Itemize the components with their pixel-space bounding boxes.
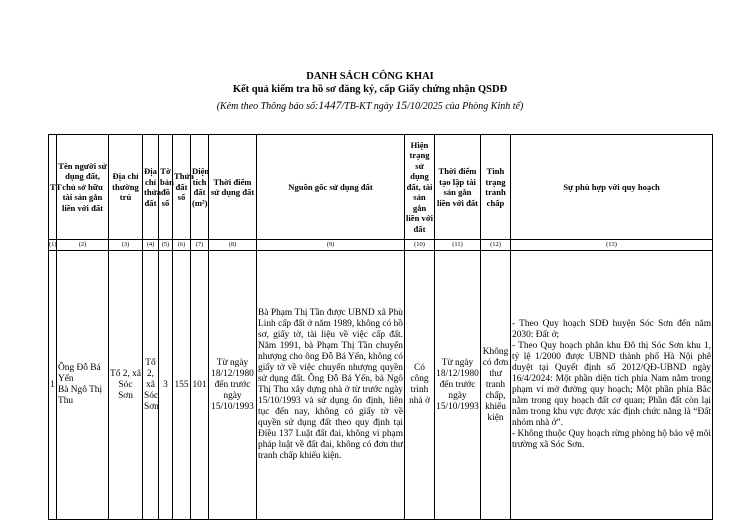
header-row (49, 135, 713, 240)
notice-day: 15 (395, 100, 408, 112)
column-number: (12) (481, 240, 511, 251)
header-dispute: Tình trạng tranh chấp (481, 135, 511, 240)
planning-item: - Theo Quy hoạch phân khu Đô thị Sóc Sơn khu 1, tỷ lệ 1/2000 được UBND thành phố Hà Nội phê duyệt tại Quyết định số 2012/QĐ-UBND ngày 16/4/2024: Một phần diện tích phía Nam nằm trong phạm vi mở đường quy hoạch; Một phần phía Bắc nằm trong quy hoạch đất cơ quan; Phần đất còn lại nằm trong khu vực được xác định chức năng là “Đất nhóm nhà ở”. (512, 341, 711, 428)
cell-owner (57, 251, 109, 520)
header-area: Diện tích đất (m²) (191, 135, 209, 240)
cell-parcel-address: Tổ 2, xã Sóc Sơn (143, 251, 159, 520)
cell-dispute: Không có đơn thư tranh chấp, khiếu kiện (481, 251, 511, 520)
column-number: (4) (143, 240, 159, 251)
cell-parcel-no: 155 (173, 251, 191, 520)
notice-reference (0, 98, 740, 115)
cell-map-sheet: 3 (159, 251, 173, 520)
header-land-use-time: Thời điểm sử dụng đất (209, 135, 257, 240)
header-owner: Tên người sử dụng đất, chủ sở hữu tài sản gắn liền với đất (57, 135, 109, 240)
owner-line-1: Ông Đỗ Bá Yến (58, 363, 101, 384)
column-number: (2) (57, 240, 109, 251)
header-asset-time: Thời điểm tạo lập tài sản gắn liền với đất (435, 135, 481, 240)
cell-planning (511, 251, 713, 520)
document-subtitle: Kết quả kiểm tra hồ sơ đăng ký, cấp Giấy chứng nhận QSDĐ (232, 84, 508, 95)
column-number-row (49, 240, 713, 251)
header-planning: Sự phù hợp với quy hoạch (511, 135, 713, 240)
header-tt: TT (49, 135, 57, 240)
table-row (49, 251, 713, 520)
notice-middle: /TB-KT ngày (341, 101, 394, 112)
header-map-sheet: Tờ bản đồ số (159, 135, 173, 240)
planning-item: - Không thuộc Quy hoạch rừng phòng hộ bảo vệ môi trường xã Sóc Sơn. (512, 429, 711, 450)
header-origin: Nguồn gốc sử dụng đất (257, 135, 405, 240)
cell-asset-time: Từ ngày 18/12/1980 đến trước ngày 15/10/1993 (435, 251, 481, 520)
header-parcel-no: Thửa đất số (173, 135, 191, 240)
document-title: DANH SÁCH CÔNG KHAI (306, 71, 434, 82)
cell-residence: Tổ 2, xã Sóc Sơn (109, 251, 143, 520)
cell-current-status: Có công trình nhà ở (405, 251, 435, 520)
planning-item: - Theo Quy hoạch SDĐ huyện Sóc Sơn đến năm 2030: Đất ở; (512, 319, 711, 340)
column-number: (5) (159, 240, 173, 251)
column-number: (11) (435, 240, 481, 251)
column-number: (8) (209, 240, 257, 251)
header-residence: Địa chỉ thường trú (109, 135, 143, 240)
column-number: (10) (405, 240, 435, 251)
column-number: (6) (173, 240, 191, 251)
column-number: (13) (511, 240, 713, 251)
notice-suffix: /10/2025 của Phòng Kinh tế) (407, 101, 524, 112)
column-number: (1) (49, 240, 57, 251)
notice-prefix: (Kèm theo Thông báo số: (216, 101, 319, 112)
cell-origin: Bà Phạm Thị Tần được UBND xã Phù Linh cấp đất ở năm 1989, không có hồ sơ, giấy tờ, tài liệu về việc cấp đất. Năm 1991, bà Phạm Thị Tần chuyển nhượng cho ông Đỗ Bá Yến, không có giấy tờ về việc chuyển nhượng quyền sử dụng đất. Ông Đỗ Bá Yến, bà Ngô Thị Thu xây dựng nhà ở từ trước ngày 15/10/1993 và sử dụng ổn định, liên tục đến nay, không có giấy tờ về quyền sử dụng đất theo quy định tại Điều 137 Luật đất đai, không vi phạm pháp luật về đất đai, không có đơn thư tranh chấp khiếu kiện. (257, 251, 405, 520)
land-records-table (48, 134, 713, 520)
column-number: (3) (109, 240, 143, 251)
notice-number: 1447 (318, 100, 342, 112)
cell-tt: 1 (49, 251, 57, 520)
header-current-status: Hiện trạng sử dụng đất, tài sản gắn liền với đất (405, 135, 435, 240)
cell-area: 101 (191, 251, 209, 520)
cell-land-use-time: Từ ngày 18/12/1980 đến trước ngày 15/10/1993 (209, 251, 257, 520)
owner-line-2: Bà Ngô Thị Thu (58, 385, 103, 406)
header-parcel-address: Địa chỉ thửa đất (143, 135, 159, 240)
column-number: (7) (191, 240, 209, 251)
column-number: (9) (257, 240, 405, 251)
document-header (0, 70, 740, 115)
